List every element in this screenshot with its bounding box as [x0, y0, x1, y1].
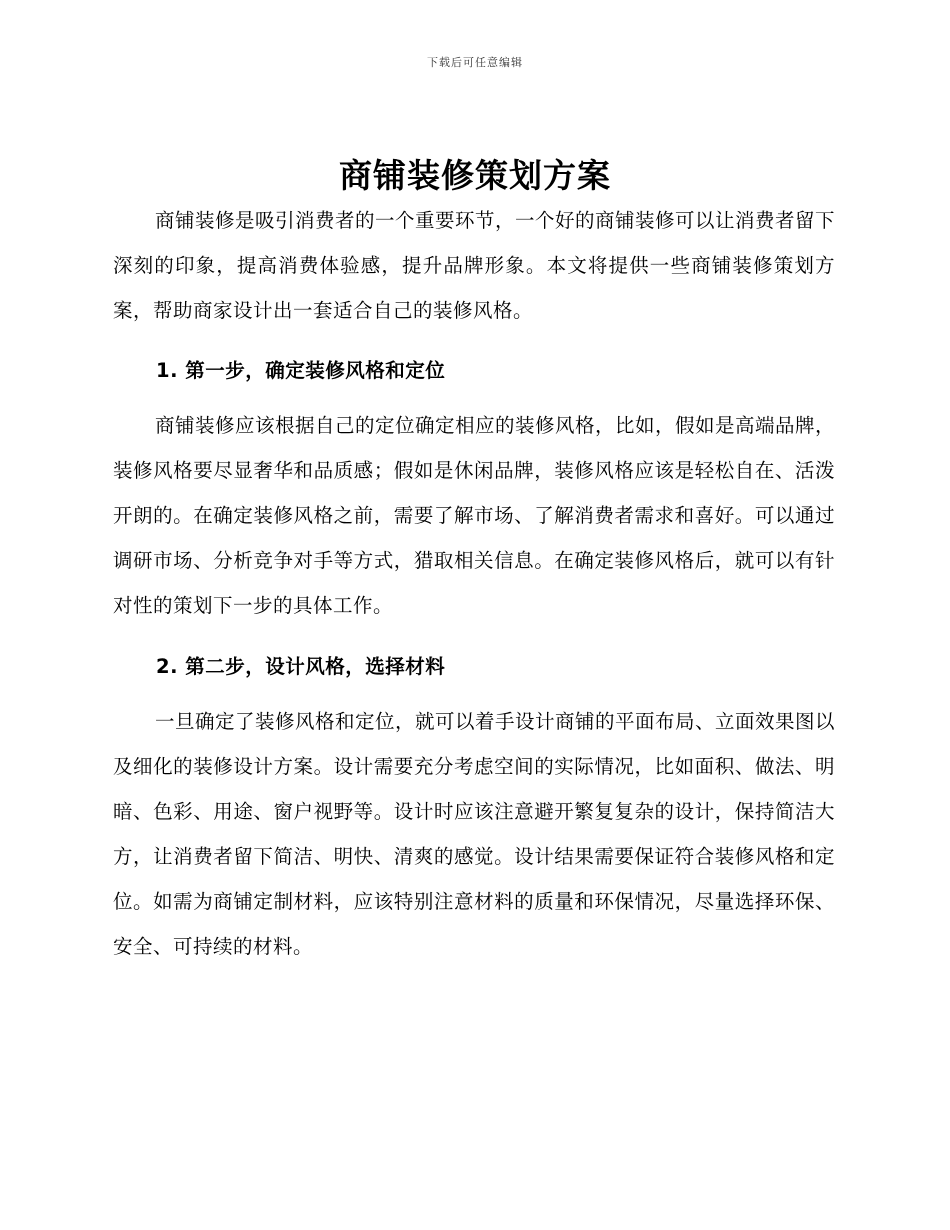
intro-paragraph: 商铺装修是吸引消费者的一个重要环节，一个好的商铺装修可以让消费者留下深刻的印象，提高消费体验感，提升品牌形象。本文将提供一些商铺装修策划方案，帮助商家设计出一套适合自己的装修风格。: [113, 209, 836, 322]
section-2-heading: 2. 第二步，设计风格，选择材料: [156, 655, 446, 678]
page-header: 下载后可任意编辑: [427, 56, 523, 69]
section-2-body: 一旦确定了装修风格和定位，就可以着手设计商铺的平面布局、立面效果图以及细化的装修设计方案。设计需要充分考虑空间的实际情况，比如面积、做法、明暗、色彩、用途、窗户视野等。设计时应该注意避开繁复复杂的设计，保持简洁大方，让消费者留下简洁、明快、清爽的感觉。设计结果需要保证符合装修风格和定位。如需为商铺定制材料，应该特别注意材料的质量和环保情况，尽量选择环保、安全、可持续的材料。: [113, 710, 836, 958]
section-1-body: 商铺装修应该根据自己的定位确定相应的装修风格，比如，假如是高端品牌，装修风格要尽显奢华和品质感；假如是休闲品牌，装修风格应该是轻松自在、活泼开朗的。在确定装修风格之前，需要了解市场、了解消费者需求和喜好。可以通过调研市场、分析竞争对手等方式，猎取相关信息。在确定装修风格后，就可以有针对性的策划下一步的具体工作。: [113, 414, 836, 617]
section-1-heading: 1. 第一步，确定装修风格和定位: [156, 359, 446, 382]
document-title: 商铺装修策划方案: [339, 156, 611, 195]
